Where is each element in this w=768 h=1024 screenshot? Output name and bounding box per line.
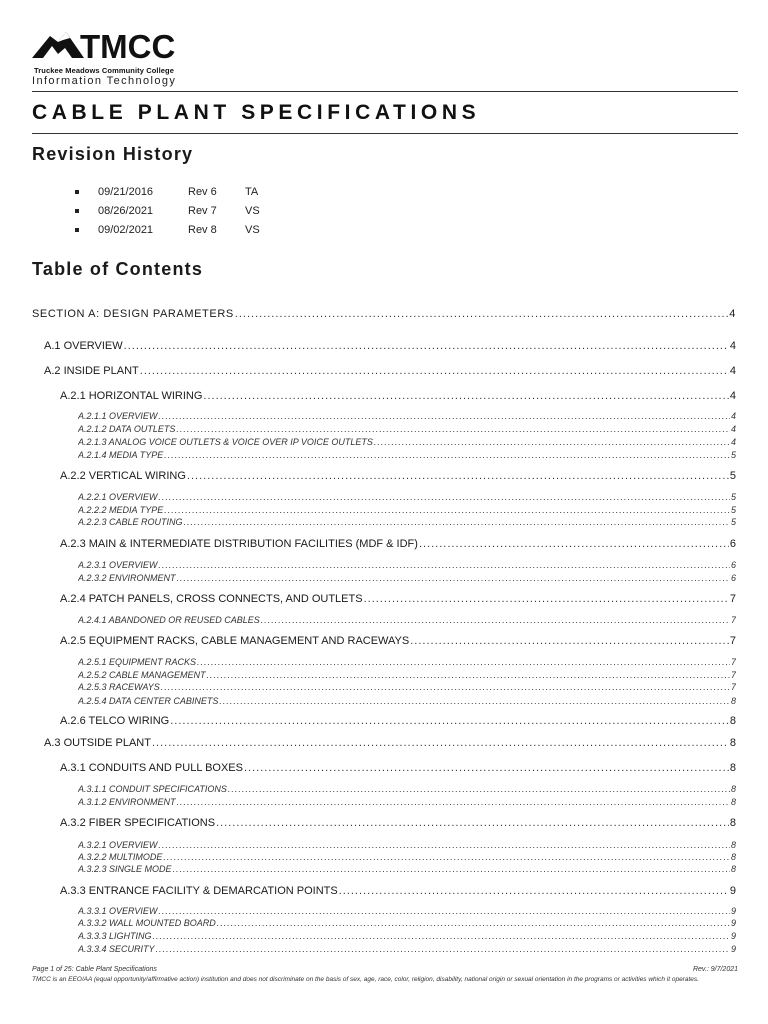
toc-entry-title: A.3.1.2 ENVIRONMENT — [78, 797, 176, 807]
toc-leader-dots — [219, 696, 730, 706]
bullet-icon — [75, 209, 79, 213]
toc-entry-title: A.2.5.3 RACEWAYS — [78, 682, 160, 692]
bullet-icon — [75, 190, 79, 194]
revision-item — [75, 220, 260, 239]
toc-leader-dots — [203, 390, 728, 402]
toc-page-number: 8 — [729, 737, 736, 749]
revision-date: 09/02/2021 — [98, 223, 154, 236]
toc-leader-dots — [184, 517, 730, 527]
toc-entry[interactable] — [60, 885, 736, 897]
footer-page-info: Page 1 of 25: Cable Plant Specifications — [32, 966, 157, 973]
toc-page-number: 4 — [729, 390, 736, 402]
toc-entry-title: A.3.2.3 SINGLE MODE — [78, 864, 172, 874]
toc-leader-dots — [158, 560, 730, 570]
toc-leader-dots — [339, 885, 729, 897]
toc-leader-dots — [170, 715, 729, 727]
toc-entry-title: A.3.1.1 CONDUIT SPECIFICATIONS — [78, 784, 227, 794]
toc-page-number: 8 — [730, 696, 736, 706]
toc-page-number: 5 — [730, 517, 736, 527]
revision-date: 09/21/2016 — [98, 185, 154, 198]
toc-page-number: 8 — [730, 840, 736, 850]
toc-page-number: 8 — [730, 784, 736, 794]
toc-page-number: 7 — [730, 682, 736, 692]
toc-page-number: 8 — [730, 852, 736, 862]
toc-leader-dots — [244, 762, 729, 774]
title-divider — [32, 133, 738, 134]
toc-entry[interactable] — [60, 762, 736, 774]
toc-entry-title: A.2.2.3 CABLE ROUTING — [78, 517, 183, 527]
toc-entry-title: A.3.2.1 OVERVIEW — [78, 840, 158, 850]
toc-entry[interactable] — [60, 538, 736, 550]
toc-entry[interactable] — [78, 411, 736, 421]
toc-entry-title: A.2.5.4 DATA CENTER CABINETS — [78, 696, 219, 706]
toc-entry[interactable] — [78, 560, 736, 570]
toc-entry-title: A.2.4.1 ABANDONED OR REUSED CABLES — [78, 615, 260, 625]
toc-entry[interactable] — [78, 573, 736, 583]
toc-entry-title: A.3.3.3 LIGHTING — [78, 931, 152, 941]
toc-entry-title: A.3.3 ENTRANCE FACILITY & DEMARCATION POINTS — [60, 885, 338, 897]
revision-list — [75, 182, 260, 239]
toc-entry[interactable] — [78, 450, 736, 460]
toc-entry-title: A.2.2.1 OVERVIEW — [78, 492, 158, 502]
toc-page-number: 9 — [730, 931, 736, 941]
toc-entry[interactable] — [60, 593, 736, 605]
revision-number: Rev 8 — [188, 223, 217, 236]
toc-entry[interactable] — [44, 340, 736, 352]
toc-entry[interactable] — [78, 682, 736, 692]
toc-leader-dots — [177, 797, 730, 807]
footer-eeo-statement: TMCC is an EEO/AA (equal opportunity/affirmative action) institution and does not discriminate on the basis of sex, age, race, color, religion, disability, national origin or sexual orientation in the programs or activities which it operates. — [32, 976, 699, 983]
toc-leader-dots — [187, 470, 729, 482]
toc-entry-title: A.3.3.4 SECURITY — [78, 944, 155, 954]
toc-entry[interactable] — [32, 308, 736, 320]
toc-entry[interactable] — [78, 437, 736, 447]
toc-leader-dots — [153, 931, 730, 941]
toc-leader-dots — [374, 437, 730, 447]
document-header — [32, 26, 738, 76]
revision-author: VS — [245, 204, 260, 217]
toc-page-number: 8 — [729, 762, 736, 774]
toc-leader-dots — [158, 492, 730, 502]
toc-entry[interactable] — [44, 365, 736, 377]
toc-page-number: 7 — [730, 670, 736, 680]
toc-entry-title: A.3 OUTSIDE PLANT — [44, 737, 151, 749]
toc-page-number: 7 — [730, 615, 736, 625]
toc-entry-title: A.2.2.2 MEDIA TYPE — [78, 505, 164, 515]
toc-entry-title: A.3.1 CONDUITS AND PULL BOXES — [60, 762, 243, 774]
toc-leader-dots — [228, 784, 730, 794]
revision-item — [75, 182, 260, 201]
toc-page-number: 6 — [730, 573, 736, 583]
toc-page-number: 8 — [730, 864, 736, 874]
revision-item — [75, 201, 260, 220]
tmcc-logo — [32, 26, 738, 76]
toc-entry[interactable] — [60, 635, 736, 647]
revision-number: Rev 6 — [188, 185, 217, 198]
toc-page-number: 4 — [729, 308, 736, 320]
toc-page-number: 5 — [730, 492, 736, 502]
toc-leader-dots — [158, 840, 730, 850]
toc-entry-title: A.2.1.3 ANALOG VOICE OUTLETS & VOICE OVER IP VOICE OUTLETS — [78, 437, 373, 447]
toc-entry-title: A.2.1.2 DATA OUTLETS — [78, 424, 176, 434]
revision-author: TA — [245, 185, 259, 198]
toc-entry-title: A.1 OVERVIEW — [44, 340, 123, 352]
toc-page-number: 4 — [729, 340, 736, 352]
toc-entry-title: A.3.2 FIBER SPECIFICATIONS — [60, 817, 216, 829]
logo-wordmark: TMCC — [80, 28, 176, 65]
toc-entry[interactable] — [60, 390, 736, 402]
toc-entry[interactable] — [78, 840, 736, 850]
toc-page-number: 7 — [729, 593, 736, 605]
toc-page-number: 4 — [730, 411, 736, 421]
toc-entry[interactable] — [78, 492, 736, 502]
toc-leader-dots — [158, 411, 730, 421]
toc-page-number: 6 — [729, 538, 736, 550]
toc-entry-title: A.2.5.2 CABLE MANAGEMENT — [78, 670, 206, 680]
toc-leader-dots — [158, 906, 730, 916]
toc-entry-title: A.2.2 VERTICAL WIRING — [60, 470, 186, 482]
toc-page-number: 9 — [730, 906, 736, 916]
toc-entry-title: A.2.3.2 ENVIRONMENT — [78, 573, 176, 583]
toc-leader-dots — [140, 365, 729, 377]
toc-leader-dots — [177, 573, 730, 583]
toc-heading: Table of Contents — [32, 259, 204, 279]
toc-entry[interactable] — [78, 918, 736, 928]
department-label: Information Technology — [32, 75, 177, 87]
toc-entry[interactable] — [78, 670, 736, 680]
toc-entry-title: A.2.6 TELCO WIRING — [60, 715, 170, 727]
toc-entry-title: A.2.5 EQUIPMENT RACKS, CABLE MANAGEMENT AND RACEWAYS — [60, 635, 410, 647]
toc-leader-dots — [217, 918, 730, 928]
toc-entry[interactable] — [78, 424, 736, 434]
toc-leader-dots — [235, 308, 728, 320]
revision-author: VS — [245, 223, 260, 236]
toc-page-number: 6 — [730, 560, 736, 570]
toc-entry[interactable] — [60, 817, 736, 829]
toc-page-number: 4 — [730, 424, 736, 434]
toc-page-number: 7 — [730, 657, 736, 667]
header-divider — [32, 91, 738, 92]
toc-entry[interactable] — [78, 517, 736, 527]
toc-entry-title: A.3.2.2 MULTIMODE — [78, 852, 163, 862]
logo-subtitle: Truckee Meadows Community College — [34, 66, 174, 75]
toc-entry[interactable] — [78, 797, 736, 807]
toc-page-number: 5 — [729, 470, 736, 482]
toc-entry-title: A.2.1.1 OVERVIEW — [78, 411, 158, 421]
toc-leader-dots — [364, 593, 729, 605]
toc-entry-title: A.2.1 HORIZONTAL WIRING — [60, 390, 203, 402]
toc-entry-title: A.2.5.1 EQUIPMENT RACKS — [78, 657, 197, 667]
toc-page-number: 9 — [730, 944, 736, 954]
toc-page-number: 8 — [729, 715, 736, 727]
toc-leader-dots — [176, 424, 730, 434]
toc-entry[interactable] — [78, 906, 736, 916]
toc-entry-title: A.2 INSIDE PLANT — [44, 365, 139, 377]
toc-entry[interactable] — [60, 470, 736, 482]
toc-leader-dots — [261, 615, 730, 625]
toc-page-number: 8 — [730, 797, 736, 807]
toc-entry[interactable] — [78, 615, 736, 625]
toc-leader-dots — [156, 944, 730, 954]
revision-number: Rev 7 — [188, 204, 217, 217]
toc-leader-dots — [207, 670, 730, 680]
toc-leader-dots — [164, 505, 730, 515]
toc-page-number: 4 — [730, 437, 736, 447]
toc-page-number: 8 — [729, 817, 736, 829]
mountain-logo-icon — [32, 28, 222, 68]
toc-leader-dots — [197, 657, 730, 667]
toc-page-number: 5 — [730, 450, 736, 460]
toc-page-number: 5 — [730, 505, 736, 515]
toc-leader-dots — [173, 864, 730, 874]
toc-entry[interactable] — [78, 696, 736, 706]
toc-entry-title: A.2.3.1 OVERVIEW — [78, 560, 158, 570]
toc-leader-dots — [163, 852, 730, 862]
toc-entry[interactable] — [78, 852, 736, 862]
toc-entry[interactable] — [78, 657, 736, 667]
toc-leader-dots — [216, 817, 729, 829]
toc-page-number: 4 — [729, 365, 736, 377]
toc-leader-dots — [410, 635, 729, 647]
toc-entry-title: A.2.1.4 MEDIA TYPE — [78, 450, 164, 460]
toc-entry[interactable] — [78, 944, 736, 954]
toc-leader-dots — [161, 682, 730, 692]
bullet-icon — [75, 228, 79, 232]
toc-entry[interactable] — [44, 737, 736, 749]
toc-leader-dots — [164, 450, 730, 460]
toc-page-number: 9 — [730, 918, 736, 928]
toc-entry[interactable] — [78, 505, 736, 515]
toc-entry[interactable] — [78, 784, 736, 794]
document-title: CABLE PLANT SPECIFICATIONS — [32, 101, 481, 124]
toc-leader-dots — [152, 737, 729, 749]
toc-entry-title: A.2.3 MAIN & INTERMEDIATE DISTRIBUTION FACILITIES (MDF & IDF) — [60, 538, 418, 550]
revision-history-heading: Revision History — [32, 144, 194, 164]
toc-entry-title: A.3.3.1 OVERVIEW — [78, 906, 158, 916]
toc-entry-title: SECTION A: DESIGN PARAMETERS — [32, 308, 234, 320]
toc-entry-title: A.2.4 PATCH PANELS, CROSS CONNECTS, AND OUTLETS — [60, 593, 363, 605]
toc-entry-title: A.3.3.2 WALL MOUNTED BOARD — [78, 918, 216, 928]
footer-revision-date: Rev.: 9/7/2021 — [692, 966, 738, 973]
toc-entry[interactable] — [60, 715, 736, 727]
toc-page-number: 7 — [729, 635, 736, 647]
toc-entry[interactable] — [78, 931, 736, 941]
toc-leader-dots — [419, 538, 729, 550]
toc-leader-dots — [124, 340, 729, 352]
toc-entry[interactable] — [78, 864, 736, 874]
revision-date: 08/26/2021 — [98, 204, 154, 217]
toc-page-number: 9 — [729, 885, 736, 897]
